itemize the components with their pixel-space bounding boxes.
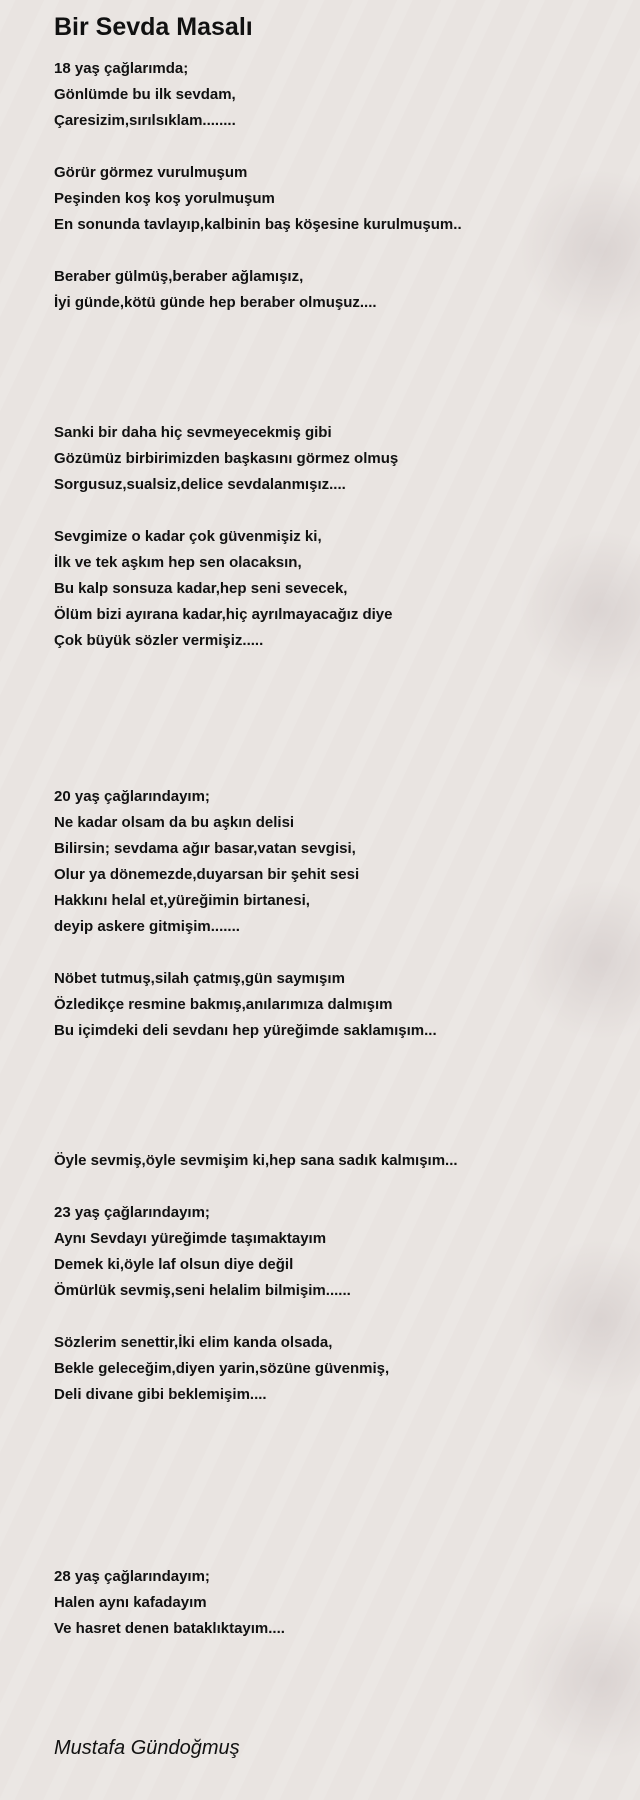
stanza-gap xyxy=(54,1408,614,1434)
poem-line: Peşinden koş koş yorulmuşum xyxy=(54,190,275,207)
poem-line: İlk ve tek aşkım hep sen olacaksın, xyxy=(54,554,302,571)
poem-line: 28 yaş çağlarındayım; xyxy=(54,1568,210,1585)
stanza-gap xyxy=(54,1096,614,1122)
stanza-gap xyxy=(54,1044,614,1070)
stanza-gap xyxy=(54,654,614,680)
stanza-gap xyxy=(54,940,614,966)
stanza-gap xyxy=(54,1174,614,1200)
poem-line: 20 yaş çağlarındayım; xyxy=(54,788,210,805)
stanza-gap xyxy=(54,498,614,524)
poem-line: Özledikçe resmine bakmış,anılarımıza dalmışım xyxy=(54,996,393,1013)
poem-line: Sanki bir daha hiç sevmeyecekmiş gibi xyxy=(54,424,332,441)
stanza-gap xyxy=(54,732,614,758)
poem-line: Demek ki,öyle laf olsun diye değil xyxy=(54,1256,294,1273)
poem-line: Olur ya dönemezde,duyarsan bir şehit sesi xyxy=(54,866,360,883)
poem-line: Öyle sevmiş,öyle sevmişim ki,hep sana sadık kalmışım... xyxy=(54,1152,458,1169)
stanza-gap xyxy=(54,1070,614,1096)
stanza-gap xyxy=(54,316,614,342)
stanza-gap xyxy=(54,758,614,784)
poem-line: 23 yaş çağlarındayım; xyxy=(54,1204,210,1221)
author-name: Mustafa Gündoğmuş xyxy=(54,1737,240,1759)
poem-body xyxy=(54,56,614,1642)
poem-line: Bu kalp sonsuza kadar,hep seni sevecek, xyxy=(54,580,348,597)
stanza-gap xyxy=(54,394,614,420)
poem-line: Sevgimize o kadar çok güvenmişiz ki, xyxy=(54,528,322,545)
poem-line: Bekle geleceğim,diyen yarin,sözüne güvenmiş, xyxy=(54,1360,390,1377)
poem-line: Çok büyük sözler vermişiz..... xyxy=(54,632,264,649)
poem xyxy=(54,10,614,1642)
poem-line: Ölüm bizi ayırana kadar,hiç ayrılmayacağız diye xyxy=(54,606,393,623)
stanza-gap xyxy=(54,706,614,732)
poem-line: Ömürlük sevmiş,seni helalim bilmişim...... xyxy=(54,1282,351,1299)
poem-line: 18 yaş çağlarımda; xyxy=(54,60,189,77)
stanza-gap xyxy=(54,1512,614,1538)
poem-line: Ne kadar olsam da bu aşkın delisi xyxy=(54,814,295,831)
stanza-gap xyxy=(54,342,614,368)
poem-line: Bu içimdeki deli sevdanı hep yüreğimde saklamışım... xyxy=(54,1022,437,1039)
stanza-gap xyxy=(54,368,614,394)
poem-title: Bir Sevda Masalı xyxy=(54,13,253,41)
poem-line: Beraber gülmüş,beraber ağlamışız, xyxy=(54,268,304,285)
poem-line: İyi günde,kötü günde hep beraber olmuşuz.... xyxy=(54,294,377,311)
stanza-gap xyxy=(54,1122,614,1148)
poem-line: Hakkını helal et,yüreğimin birtanesi, xyxy=(54,892,310,909)
stanza-gap xyxy=(54,1460,614,1486)
poem-line: Nöbet tutmuş,silah çatmış,gün saymışım xyxy=(54,970,345,987)
stanza-gap xyxy=(54,238,614,264)
poem-line: En sonunda tavlayıp,kalbinin baş köşesine kurulmuşum.. xyxy=(54,216,462,233)
poem-line: Görür görmez vurulmuşum xyxy=(54,164,248,181)
poem-line: Sözlerim senettir,İki elim kanda olsada, xyxy=(54,1334,333,1351)
poem-line: Halen aynı kafadayım xyxy=(54,1594,207,1611)
stanza-gap xyxy=(54,134,614,160)
poem-line: deyip askere gitmişim....... xyxy=(54,918,240,935)
stanza-gap xyxy=(54,1434,614,1460)
poem-line: Sorgusuz,sualsiz,delice sevdalanmışız.... xyxy=(54,476,346,493)
poem-line: Bilirsin; sevdama ağır basar,vatan sevgisi, xyxy=(54,840,356,857)
stanza-gap xyxy=(54,1538,614,1564)
poem-line: Deli divane gibi beklemişim.... xyxy=(54,1386,267,1403)
poem-line: Gözümüz birbirimizden başkasını görmez olmuş xyxy=(54,450,399,467)
poem-line: Çaresizim,sırılsıklam........ xyxy=(54,112,236,129)
stanza-gap xyxy=(54,1486,614,1512)
stanza-gap xyxy=(54,1304,614,1330)
poem-line: Aynı Sevdayı yüreğimde taşımaktayım xyxy=(54,1230,327,1247)
poem-line: Ve hasret denen bataklıktayım.... xyxy=(54,1620,285,1637)
stanza-gap xyxy=(54,680,614,706)
poem-line: Gönlümde bu ilk sevdam, xyxy=(54,86,236,103)
